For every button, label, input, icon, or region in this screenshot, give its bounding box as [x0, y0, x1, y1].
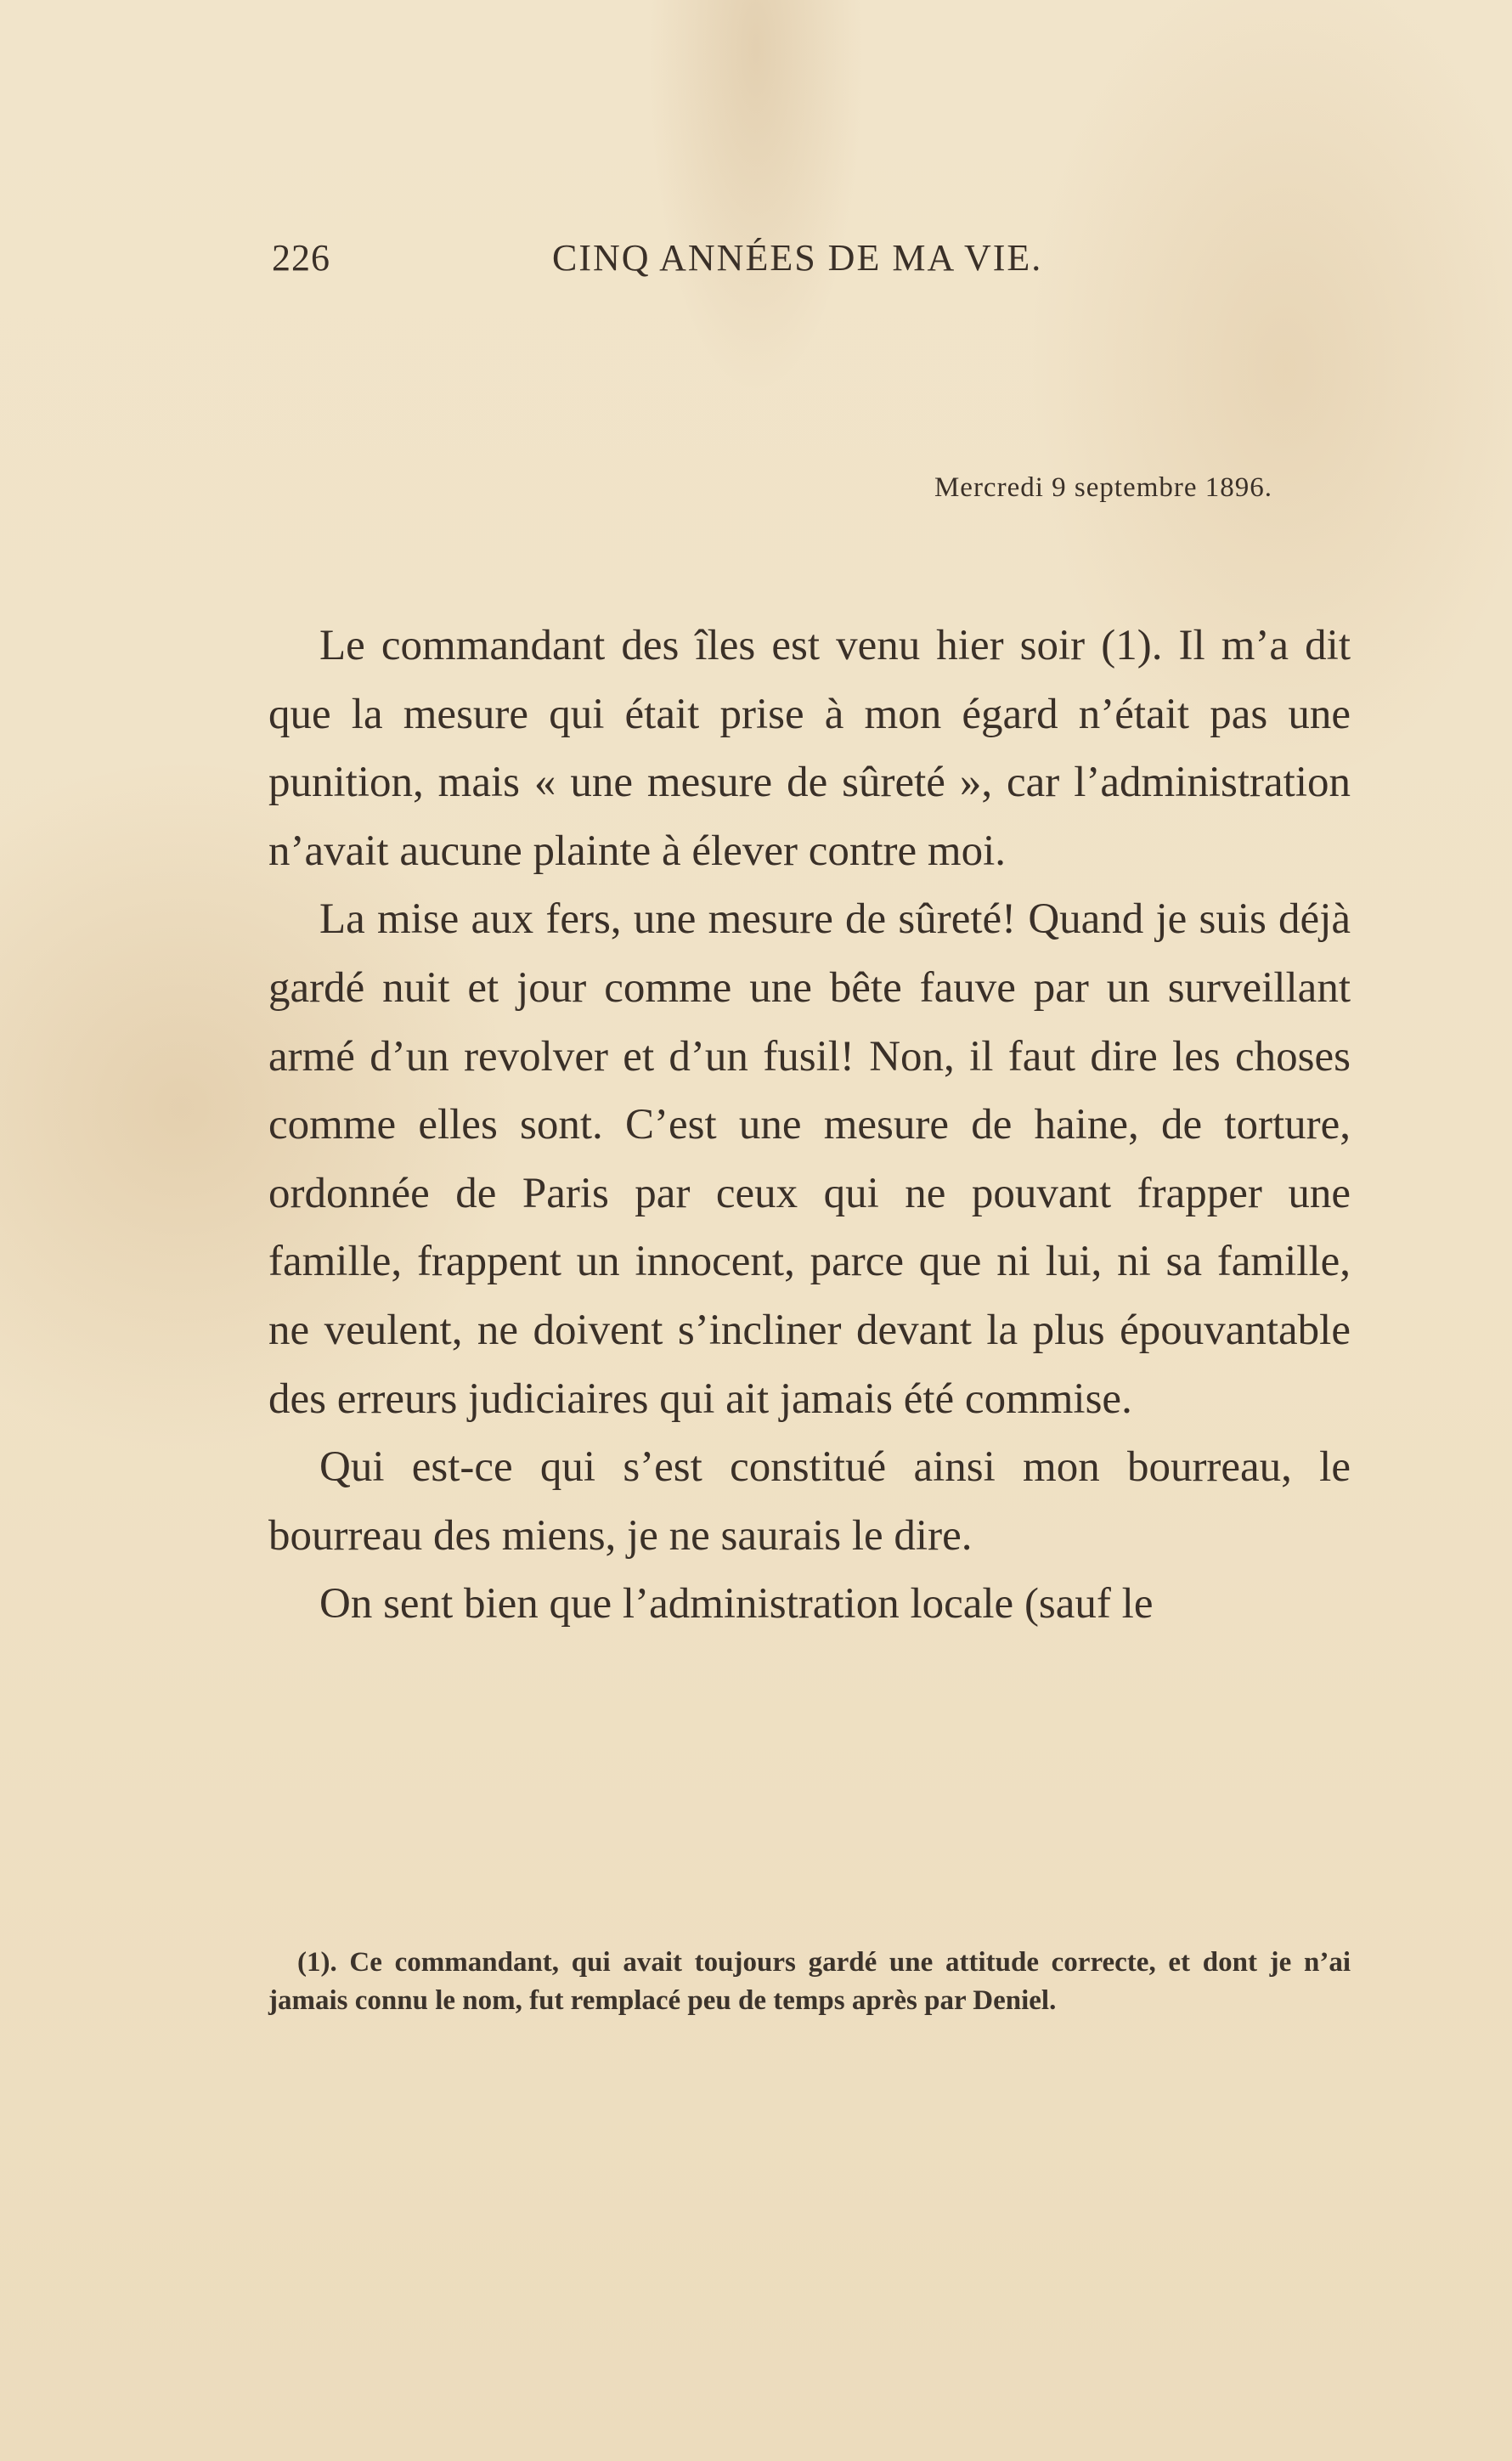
paragraph-2: La mise aux fers, une mesure de sûreté! Quand je suis déjà gardé nuit et jour comme une bête fauve par un surveillant armé d’un revolver et d’un fusil! Non, il faut dire les choses comme elles sont. C’est une mesure de haine, de torture, ordonnée de Paris par ceux qui ne pouvant frapper une famille, frappent un innocent, parce que ni lui, ni sa famille, ne veulent, ne doivent s’incliner devant la plus épouvantable des erreurs judiciaires qui ait jamais été commise.: [268, 895, 1351, 1423]
page-number: 226: [272, 237, 330, 279]
paragraph-1: Le commandant des îles est venu hier soir (1). Il m’a dit que la mesure qui était prise à mon égard n’était pas une punition, mais « une mesure de sûreté », car l’administration n’avait aucune plainte à élever contre moi.: [268, 622, 1351, 875]
running-title: CINQ ANNÉES DE MA VIE.: [552, 237, 1043, 279]
paragraph-4: On sent bien que l’administration locale (sauf le: [319, 1580, 1154, 1628]
running-head: [272, 236, 1079, 287]
footnote: (1). Ce commandant, qui avait toujours gardé une attitude correcte, et dont je n’ai jamais connu le nom, fut remplacé peu de temps après par Deniel.: [268, 1947, 1351, 2016]
paragraph-3: Qui est-ce qui s’est constitué ainsi mon bourreau, le bourreau des miens, je ne saurais le dire.: [268, 1443, 1351, 1560]
dateline: Mercredi 9 septembre 1896.: [934, 472, 1272, 503]
body-text: [268, 612, 1351, 1639]
